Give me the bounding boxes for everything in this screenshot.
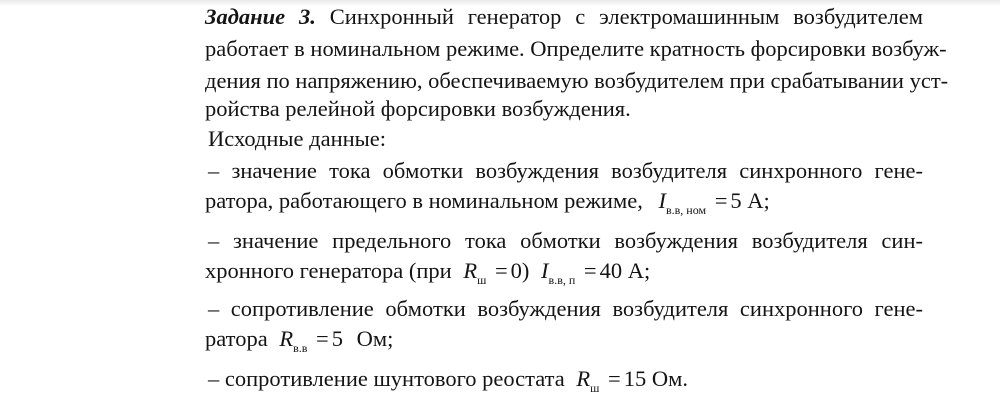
- formula-subscript: ш: [590, 381, 600, 395]
- item-3-line-2: ратора $R_{в.в} = 5$ Ом;: [205, 326, 394, 355]
- formula-symbol: I: [541, 258, 549, 283]
- condition-symbol: R: [463, 258, 478, 283]
- task-line-1: [205, 2, 923, 32]
- task-line-4: ройства релейной форсировки возбуждения.: [205, 96, 631, 121]
- task-line-3: дения по напряжению, обеспечиваемую возбудителем при срабатывании уст-: [205, 68, 949, 93]
- item-2-line-1: – значение предельного тока обмотки возбуждения возбудителя син-: [208, 228, 923, 253]
- task-label: Задание 3.: [205, 4, 316, 29]
- formula-subscript: в.в: [293, 341, 308, 355]
- formula-subscript: в.в, п: [548, 273, 576, 287]
- initial-data-heading: Исходные данные:: [208, 126, 387, 151]
- formula-symbol: I: [658, 188, 666, 213]
- condition-value: 0: [510, 258, 522, 283]
- formula-value: 5: [331, 326, 343, 351]
- formula-symbol: R: [279, 326, 294, 351]
- formula-value: 15: [623, 366, 647, 391]
- formula-unit: А: [627, 258, 644, 283]
- task-line-2: работает в номинальном режиме. Определите кратность форсировки возбуж-: [205, 36, 947, 61]
- condition-subscript: ш: [477, 273, 487, 287]
- item-3-line-1: – сопротивление обмотки возбуждения возбудителя синхронного гене-: [208, 296, 923, 321]
- item-4-line-1: – сопротивление шунтового реостата $R_ш = 15$ Ом.: [208, 366, 688, 395]
- formula-value: 5: [730, 188, 742, 213]
- formula-unit: Ом.: [651, 366, 688, 391]
- item-1-line-2: ратора, работающего в номинальном режиме, $I_{в.в, ном} = 5$ А;: [205, 188, 770, 217]
- formula-symbol: R: [576, 366, 591, 391]
- formula-unit: А: [747, 188, 764, 213]
- formula-unit: Ом;: [356, 326, 394, 351]
- item-2-line-2: хронного генератора (при $R_ш = 0$) $I_{в.в, п} = 40$ А;: [205, 258, 651, 287]
- formula-value: 40: [599, 258, 623, 283]
- task-text-1: Синхронный генератор с электромашинным возбудителем: [329, 4, 924, 29]
- formula-subscript: в.в, ном: [665, 203, 707, 217]
- item-1-line-1: – значение тока обмотки возбуждения возбудителя синхронного гене-: [208, 158, 923, 183]
